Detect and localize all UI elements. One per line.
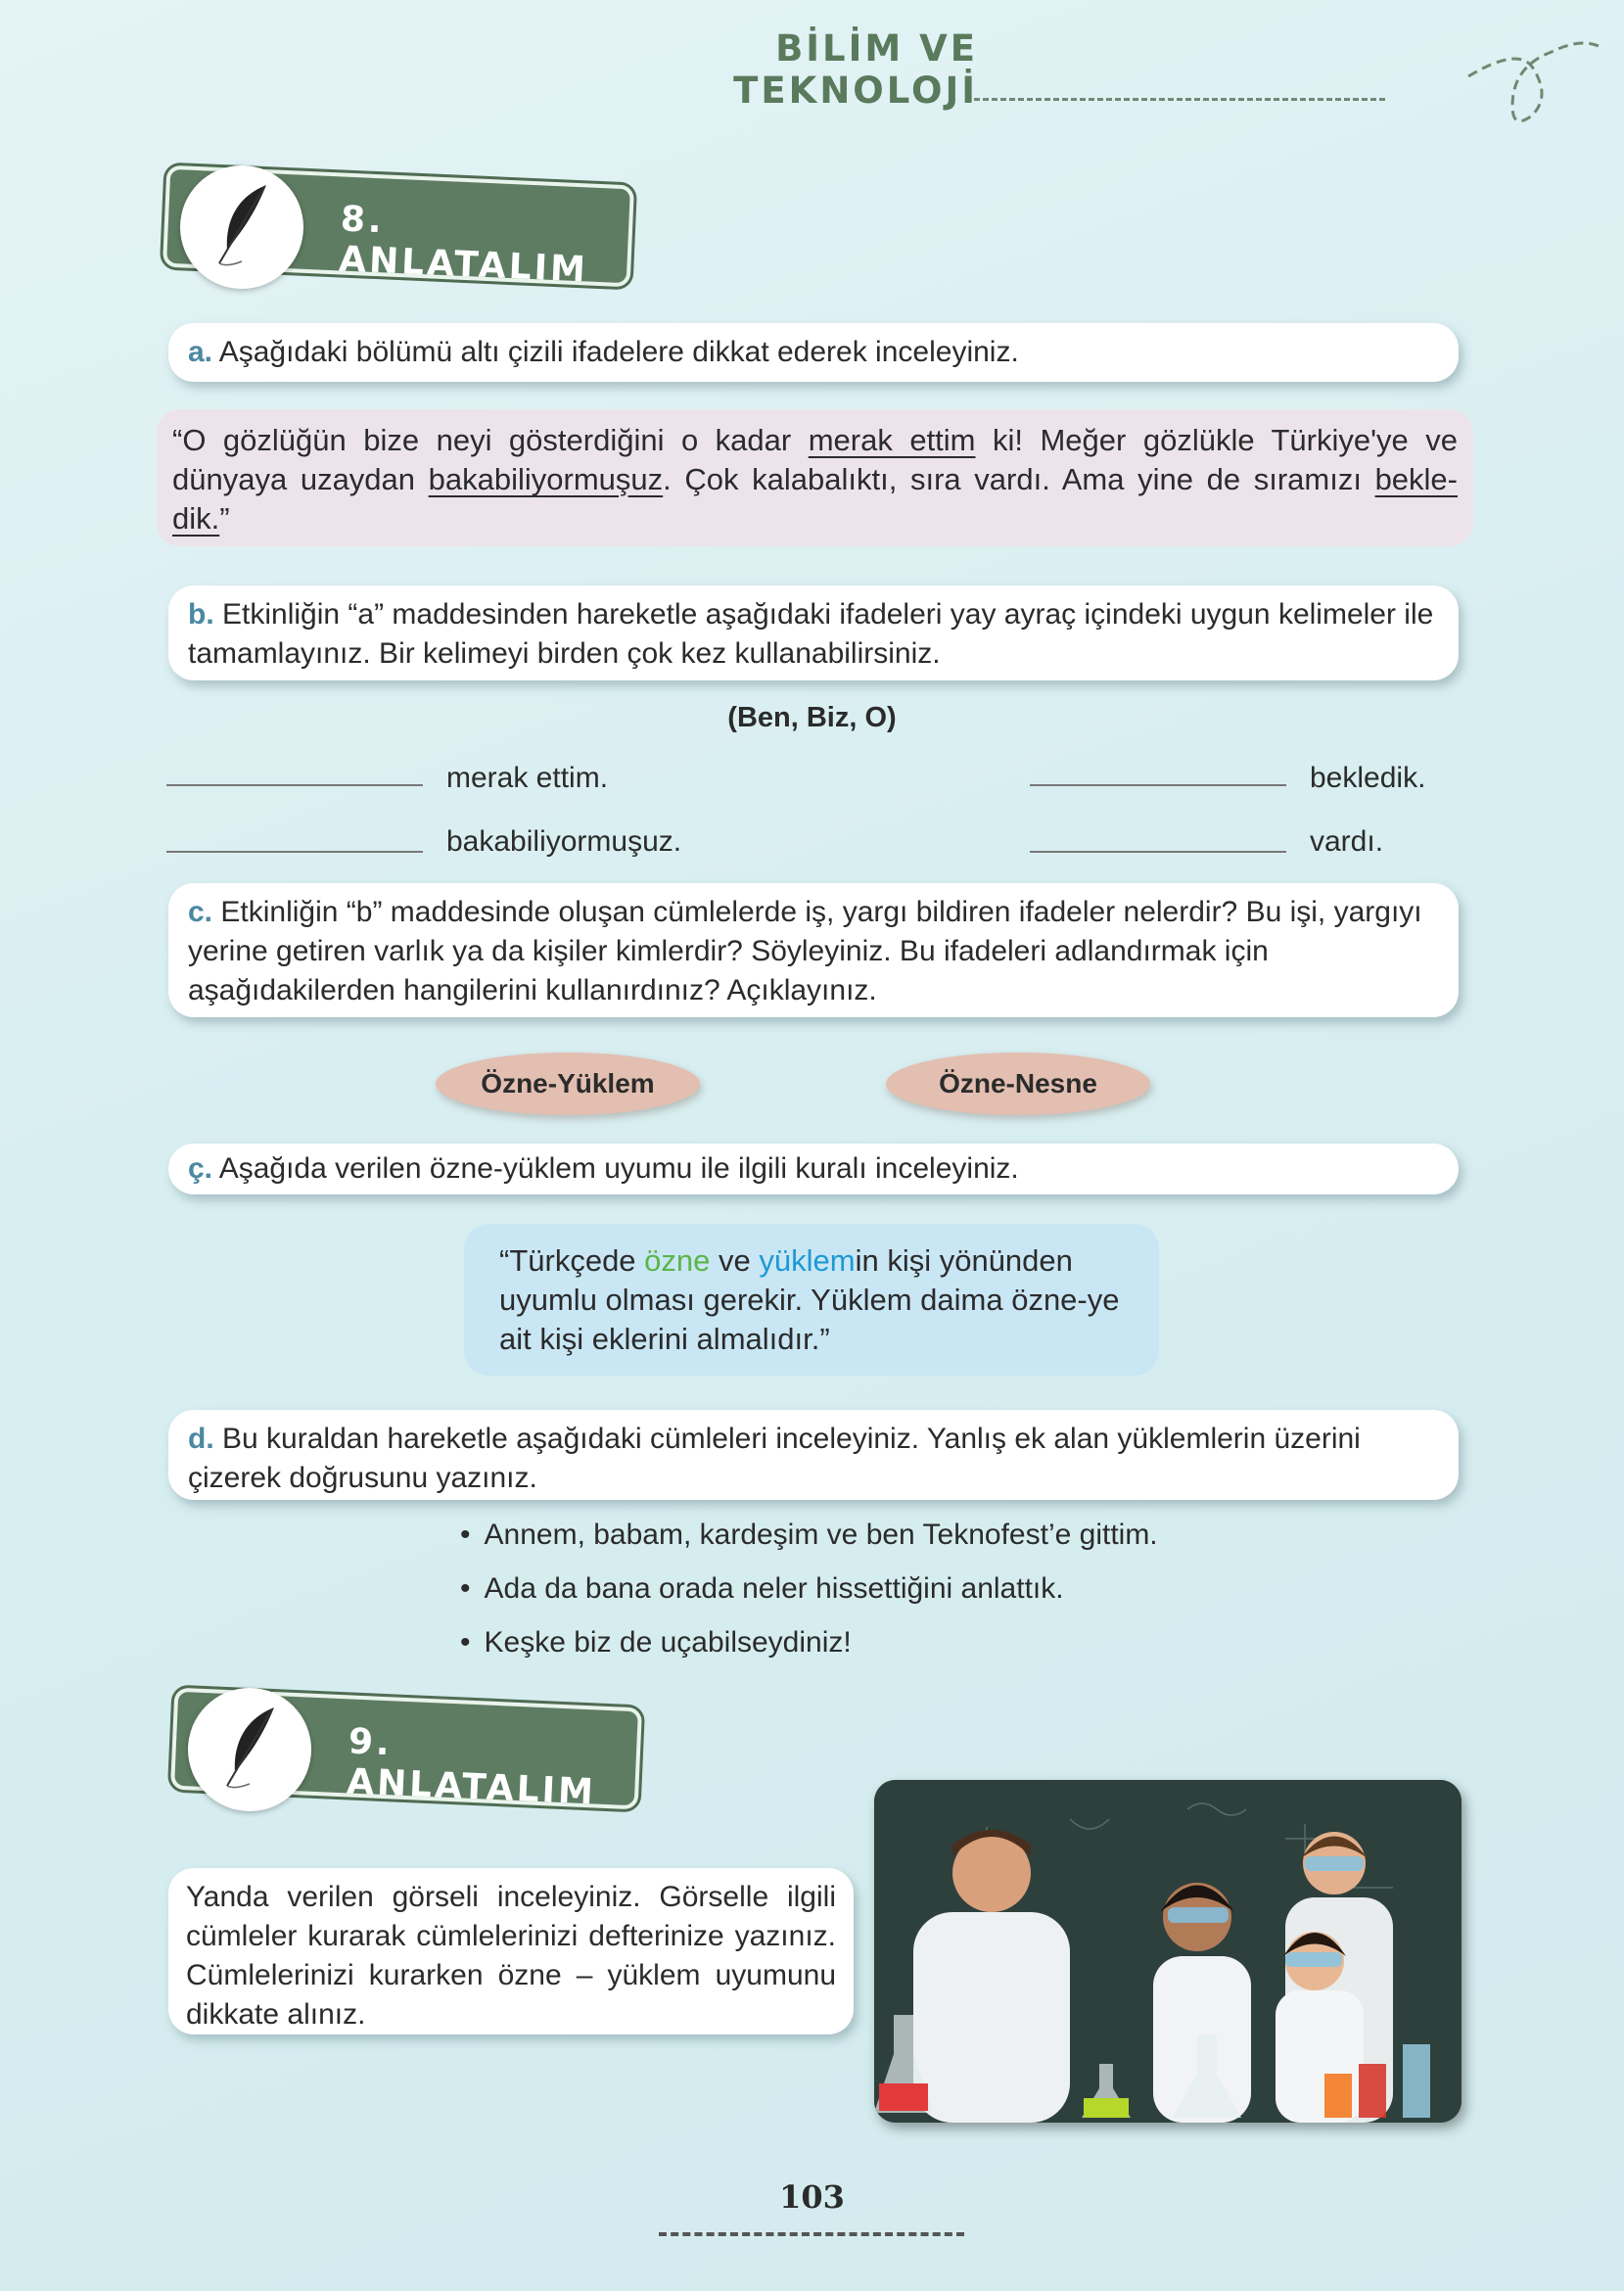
section-8-badge [168, 162, 638, 289]
badge-circle [188, 1688, 311, 1811]
instruction-letter: a. [188, 336, 213, 368]
section-9-title: 9. ANLATALIM [346, 1721, 597, 1813]
section-9-badge [176, 1684, 646, 1811]
instruction-cc [168, 1144, 1459, 1194]
list-item: • Ada da bana orada neler hissettiğini anlattık. [460, 1562, 1158, 1615]
instruction-text: Etkinliğin “a” maddesinden hareketle aşağıdaki ifadeleri yay ayraç içindeki uygun kelimeler ile tamamlayınız. Bir kelimeyi birden çok kez kullanabilirsiniz. [188, 598, 1434, 670]
grammar-rule-box [464, 1224, 1159, 1376]
blank-suffix: merak ettim. [446, 762, 609, 794]
quote-text: ” [219, 501, 230, 536]
rule-text: “Türkçede [499, 1243, 645, 1278]
highlight-ozne: özne [644, 1243, 711, 1278]
answer-blank[interactable] [166, 784, 423, 786]
highlight-yuklem: yüklem [759, 1243, 856, 1278]
blank-suffix: bekledik. [1310, 762, 1426, 794]
header-divider [974, 98, 1385, 101]
instruction-a [168, 323, 1459, 382]
quote-text: . Çok kalabalıktı, sıra vardı. Ama yine de sıramızı [663, 462, 1375, 496]
instruction-c [168, 883, 1459, 1017]
rule-text: ve [710, 1243, 760, 1278]
instruction-text: Aşağıdaki bölümü altı çizili ifadelere dikkat ederek inceleyiniz. [218, 336, 1019, 368]
instruction-d [168, 1410, 1459, 1500]
instruction-text: Yanda verilen görseli inceleyiniz. Görselle ilgili cümleler kurarak cümlelerinizi defterinize yazınız. Cümlelerinizi kurarken özne – yüklem uyumunu dikkate alınız. [186, 1881, 836, 2031]
badge-circle [180, 165, 303, 289]
option-ozne-yuklem: Özne-Yüklem [436, 1052, 700, 1115]
list-item: • Annem, babam, kardeşim ve ben Teknofest’e gittim. [460, 1508, 1158, 1562]
instruction-text: Bu kuraldan hareketle aşağıdaki cümleleri inceleyiniz. Yanlış ek alan yüklemlerin üzerini çizerek doğrusunu yazınız. [188, 1423, 1361, 1494]
instruction-letter: c. [188, 896, 213, 928]
quote-text: ki! Meğer gözlükle Türkiye'ye ve dünyaya uzaydan [172, 423, 1459, 496]
instruction-b [168, 585, 1459, 680]
instruction-text: Etkinliğin “b” maddesinde oluşan cümlelerde iş, yargı bildiren ifadeler nelerdir? Bu işi, yargıyı yerine getiren varlık ya da kişiler kimlerdir? Söyleyiniz. Bu ifadeleri adlandırmak için aşağıdakilerden hangilerini kullanırdınız? Açıklayınız. [188, 896, 1422, 1006]
sentence-list [460, 1508, 1158, 1669]
option-ozne-nesne: Özne-Nesne [886, 1052, 1150, 1115]
underlined-phrase: bekle-dik. [172, 462, 1458, 536]
story-quote [157, 409, 1473, 546]
instruction-letter: ç. [188, 1152, 213, 1185]
instruction-text: Aşağıda verilen özne-yüklem uyumu ile ilgili kuralı inceleyiniz. [218, 1152, 1019, 1185]
rule-text: in kişi yönünden uyumlu olması gerekir. Yüklem daima özne-ye ait kişi eklerini almalıdır.” [499, 1243, 1120, 1356]
blank-suffix: bakabiliyormuşuz. [446, 825, 682, 858]
blank-suffix: vardı. [1310, 825, 1384, 858]
instruction-letter: d. [188, 1423, 214, 1455]
swirl-decoration-icon [1459, 18, 1605, 125]
answer-blank[interactable] [1030, 784, 1286, 786]
lab-scene-illustration [874, 1780, 1462, 2123]
underlined-phrase: merak ettim [808, 423, 976, 457]
page-number-divider [659, 2232, 964, 2236]
science-lab-photo [874, 1780, 1462, 2123]
word-choices: (Ben, Biz, O) [727, 702, 897, 733]
page-number: 103 [779, 2178, 845, 2216]
underlined-phrase: bakabiliyormuşuz [428, 462, 664, 496]
header-title: BİLİM VE TEKNOLOJİ [733, 27, 978, 112]
quote-text: “O gözlüğün bize neyi gösterdiğini o kadar [172, 423, 809, 457]
section-9-instruction [168, 1868, 854, 2034]
quill-feather-icon [198, 177, 286, 275]
answer-blank[interactable] [1030, 851, 1286, 853]
instruction-letter: b. [188, 598, 214, 631]
answer-blank[interactable] [166, 851, 423, 853]
section-8-title: 8. ANLATALIM [338, 199, 589, 291]
quill-feather-icon [206, 1700, 294, 1798]
list-item: • Keşke biz de uçabilseydiniz! [460, 1615, 1158, 1669]
